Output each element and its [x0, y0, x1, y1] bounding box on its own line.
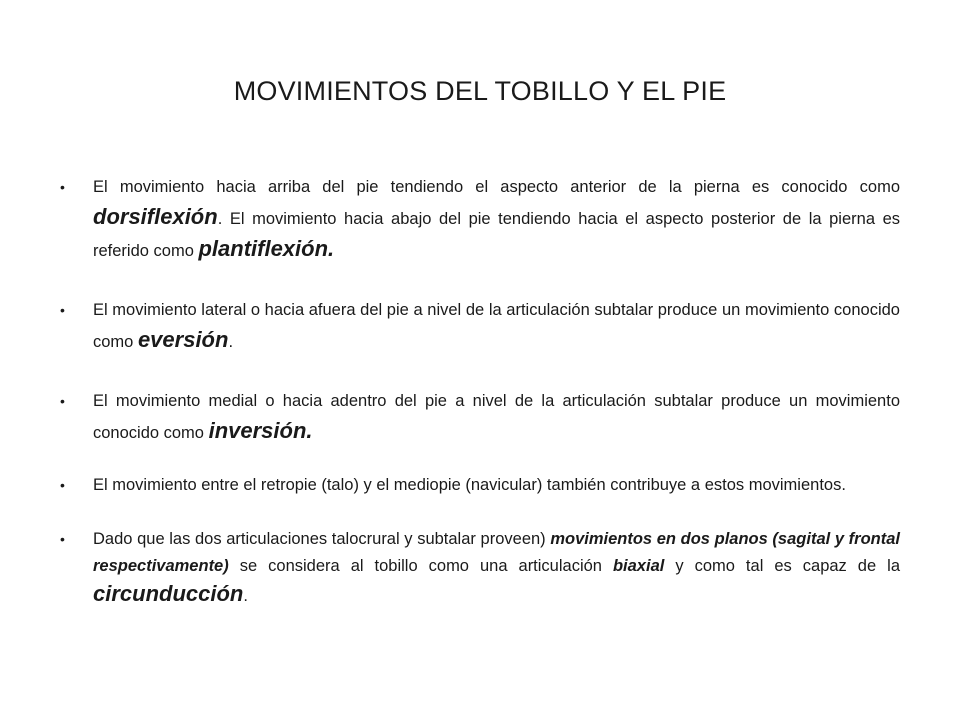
bullet-list — [60, 172, 900, 610]
term-inversion: inversión. — [208, 418, 313, 443]
emphasis-biaxial: biaxial — [612, 557, 665, 575]
bullet-text: . El movimiento hacia abajo del pie tendiendo hacia el aspecto posterior de la pierna es referido como — [93, 210, 900, 260]
bullet-text: El movimiento hacia arriba del pie tendiendo el aspecto anterior de la pierna es conocido como — [93, 178, 900, 196]
bullet-dorsiflexion-plantiflexion — [60, 172, 900, 266]
bullet-dot-icon: • — [60, 393, 65, 409]
bullet-inversion — [60, 386, 900, 448]
bullet-text: . — [243, 587, 248, 605]
emphasis-planos: movimientos en dos planos (sagital y frontal respectivamente) — [93, 530, 900, 575]
term-eversion: eversión — [137, 327, 229, 352]
bullet-text: se considera al tobillo como una articulación — [228, 557, 613, 575]
term-circunduccion: circunducción — [93, 581, 244, 606]
bullet-text: El movimiento medial o hacia adentro del pie a nivel de la articulación subtalar produce un movimiento conocido como — [93, 392, 900, 442]
bullet-dot-icon: • — [60, 531, 65, 547]
bullet-circunduccion — [60, 526, 900, 610]
bullet-eversion — [60, 295, 900, 357]
term-dorsiflexion: dorsiflexión — [93, 204, 218, 229]
bullet-dot-icon: • — [60, 477, 65, 493]
bullet-text: y como tal es capaz de la — [664, 557, 900, 575]
bullet-text: Dado que las dos articulaciones talocrural y subtalar proveen) — [93, 530, 551, 548]
term-plantiflexion: plantiflexión. — [198, 236, 335, 261]
bullet-text: . — [228, 333, 234, 351]
bullet-dot-icon: • — [60, 302, 65, 318]
bullet-dot-icon: • — [60, 179, 65, 195]
bullet-text: El movimiento lateral o hacia afuera del pie a nivel de la articulación subtalar produce un movimiento conocido como — [93, 301, 900, 351]
bullet-retropie-mediopie — [60, 472, 900, 498]
bullet-text: El movimiento entre el retropie (talo) y el mediopie (navicular) también contribuye a estos movimientos. — [93, 476, 846, 494]
slide-title: MOVIMIENTOS DEL TOBILLO Y EL PIE — [233, 76, 727, 106]
